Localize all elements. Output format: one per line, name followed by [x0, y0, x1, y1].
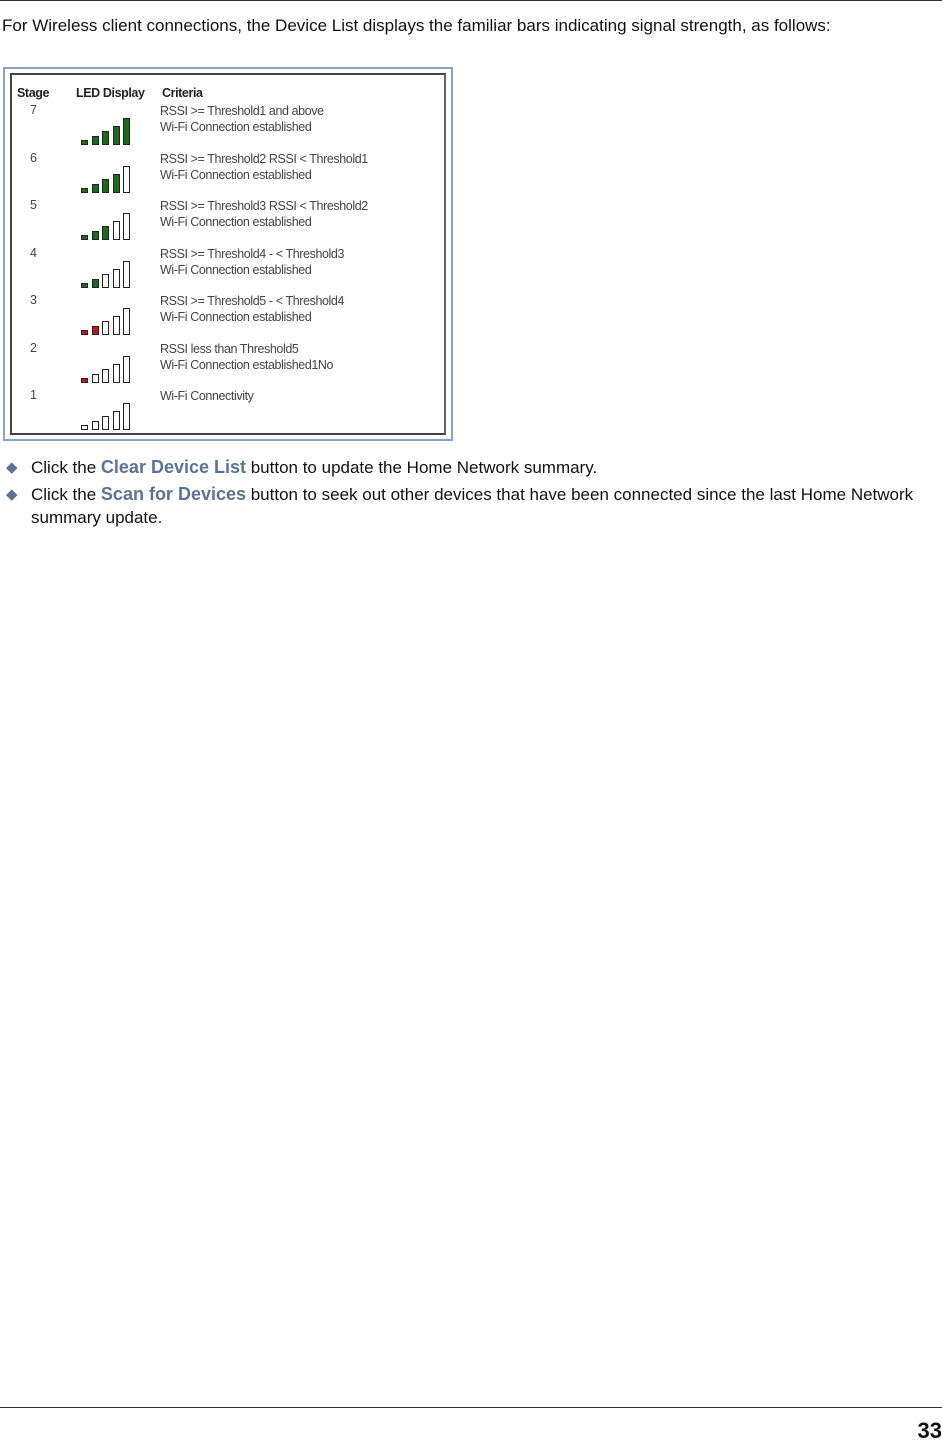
signal-bar-empty	[113, 221, 120, 240]
stage-row	[12, 198, 444, 245]
stage-number: 2	[30, 340, 37, 355]
signal-bars-icon	[81, 258, 137, 286]
header-stage: Stage	[17, 86, 50, 100]
signal-bars-icon	[81, 115, 137, 143]
signal-bar-empty	[113, 364, 120, 383]
diamond-bullet-icon: ◆	[6, 459, 18, 476]
signal-bar-empty	[123, 166, 130, 193]
bullet-text: button to seek out other devices that have been connected since the last Home Network summary update.	[31, 485, 914, 527]
criteria-line: Wi-Fi Connection established	[160, 262, 312, 277]
criteria-text	[160, 341, 333, 373]
signal-bar-filled	[81, 188, 88, 193]
signal-bar-empty	[123, 308, 130, 335]
header-criteria: Criteria	[162, 86, 203, 100]
signal-bar-empty	[113, 411, 120, 430]
signal-bars-icon	[81, 210, 137, 238]
signal-bar-empty	[123, 261, 130, 288]
criteria-text	[160, 151, 368, 183]
signal-bar-filled	[123, 118, 130, 145]
signal-bar-filled	[92, 231, 99, 240]
bullet-text: Click the	[31, 458, 101, 477]
criteria-text	[160, 103, 324, 135]
signal-bar-filled	[81, 140, 88, 145]
bullet-text: button to update the Home Network summary.	[246, 458, 598, 477]
signal-bar-filled	[81, 330, 88, 335]
signal-bar-filled	[81, 235, 88, 240]
criteria-line: Wi-Fi Connection established	[160, 120, 312, 134]
signal-bar-empty	[102, 369, 109, 383]
signal-bars-icon	[81, 353, 137, 381]
criteria-line: Wi-Fi Connectivity	[160, 389, 254, 403]
criteria-line: RSSI >= Threshold2 RSSI < Threshold1	[160, 151, 368, 166]
signal-bar-empty	[92, 374, 99, 383]
criteria-line: RSSI >= Threshold3 RSSI < Threshold2	[160, 199, 368, 213]
bullet-text: Click the	[31, 485, 101, 504]
signal-bar-empty	[123, 403, 130, 430]
footer-rule	[0, 1407, 942, 1408]
signal-bar-filled	[92, 326, 99, 335]
signal-bar-filled	[102, 131, 109, 145]
criteria-text	[160, 388, 254, 404]
stage-number: 5	[30, 198, 37, 212]
signal-bar-empty	[113, 269, 120, 288]
signal-strength-table	[10, 73, 446, 435]
signal-bar-filled	[113, 174, 120, 193]
criteria-text	[160, 293, 344, 325]
criteria-line: RSSI >= Threshold5 - < Threshold4	[160, 294, 345, 308]
signal-bar-filled	[92, 136, 99, 145]
top-rule	[0, 0, 942, 1]
stage-row	[12, 341, 444, 388]
signal-bar-filled	[81, 378, 88, 383]
stage-row	[12, 151, 444, 198]
signal-bars-icon	[81, 163, 137, 191]
signal-strength-figure	[3, 67, 453, 441]
signal-bar-empty	[81, 425, 88, 430]
stage-row	[12, 388, 444, 435]
signal-bar-filled	[113, 126, 120, 145]
signal-bars-icon	[81, 305, 137, 333]
stage-row	[12, 103, 444, 150]
stage-number: 7	[30, 103, 37, 117]
criteria-line: RSSI >= Threshold1 and above	[160, 104, 324, 118]
signal-bar-filled	[92, 279, 99, 288]
signal-bar-empty	[123, 356, 130, 383]
signal-bar-filled	[92, 184, 99, 193]
stage-number: 3	[30, 293, 37, 307]
criteria-line: RSSI >= Threshold4 - < Threshold3	[160, 246, 345, 261]
clear-device-list-label: Clear Device List	[100, 457, 246, 477]
criteria-line: Wi-Fi Connection established	[160, 310, 312, 324]
criteria-line: Wi-Fi Connection established1No	[160, 357, 334, 372]
signal-bar-filled	[81, 283, 88, 288]
scan-for-devices-label: Scan for Devices	[100, 484, 246, 504]
signal-bar-empty	[113, 316, 120, 335]
criteria-line: RSSI less than Threshold5	[160, 341, 299, 356]
header-led-display: LED Display	[76, 86, 145, 100]
signal-bars-icon	[81, 400, 137, 428]
stage-number: 4	[30, 245, 37, 260]
signal-bar-empty	[102, 274, 109, 288]
signal-bar-empty	[92, 421, 99, 430]
stage-row	[12, 246, 444, 293]
page-number: 33	[917, 1418, 942, 1443]
signal-bar-filled	[102, 179, 109, 193]
signal-bar-empty	[102, 416, 109, 430]
stage-number: 6	[30, 150, 37, 165]
signal-bar-filled	[102, 226, 109, 240]
stage-row	[12, 293, 444, 340]
diamond-bullet-icon: ◆	[6, 486, 18, 503]
criteria-text	[160, 246, 344, 278]
intro-text: For Wireless client connections, the Device List displays the familiar bars indicating signal strength, as follows:	[2, 16, 831, 35]
signal-bar-empty	[123, 213, 130, 240]
criteria-text	[160, 198, 368, 230]
criteria-line: Wi-Fi Connection established	[160, 167, 312, 182]
stage-number: 1	[30, 388, 37, 402]
criteria-line: Wi-Fi Connection established	[160, 215, 312, 229]
signal-bar-empty	[102, 321, 109, 335]
